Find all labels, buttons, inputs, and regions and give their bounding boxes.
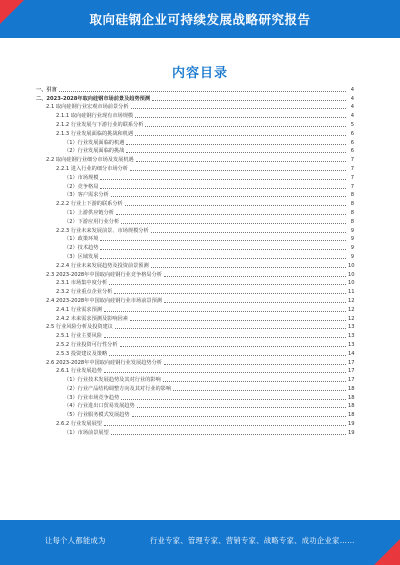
- table-of-contents: [36, 84, 354, 436]
- toc-entry-page-number: 12: [348, 306, 355, 313]
- toc-entry[interactable]: [36, 366, 354, 375]
- toc-leader-dots: [137, 407, 346, 408]
- toc-entry-page-number: 6: [350, 139, 354, 146]
- footer-red-corner-decoration: [374, 539, 400, 565]
- toc-leader-dots: [164, 276, 346, 277]
- toc-entry-page-number: 8: [350, 192, 354, 199]
- toc-entry-page-number: 18: [348, 385, 355, 392]
- toc-entry-page-number: 8: [350, 209, 354, 216]
- toc-entry[interactable]: [36, 322, 354, 331]
- toc-entry-label: 2.3.1 市场集中度分析: [56, 280, 108, 287]
- toc-entry-page-number: 19: [348, 429, 355, 436]
- toc-leader-dots: [100, 179, 346, 180]
- toc-leader-dots: [126, 144, 346, 145]
- toc-entry[interactable]: [36, 146, 354, 155]
- toc-entry-label: 2.6.2 行业发展展望: [56, 421, 102, 428]
- toc-entry-label: 2.1.1 取向硅钢行业现有市场规模: [56, 113, 134, 120]
- toc-entry-page-number: 4: [350, 86, 354, 93]
- toc-leader-dots: [132, 416, 346, 417]
- toc-entry[interactable]: [36, 295, 354, 304]
- toc-leader-dots: [151, 232, 346, 233]
- toc-entry[interactable]: [36, 383, 354, 392]
- toc-leader-dots: [115, 328, 346, 329]
- toc-entry[interactable]: [36, 225, 354, 234]
- toc-entry[interactable]: [36, 93, 354, 102]
- toc-leader-dots: [151, 267, 346, 268]
- toc-entry-label: （1）市场前景展望: [64, 429, 109, 436]
- toc-leader-dots: [126, 152, 346, 153]
- toc-entry[interactable]: [36, 374, 354, 383]
- toc-leader-dots: [145, 126, 346, 127]
- toc-entry[interactable]: [36, 216, 354, 225]
- toc-entry-page-number: 5: [350, 121, 354, 128]
- toc-leader-dots: [109, 284, 346, 285]
- toc-leader-dots: [164, 364, 346, 365]
- toc-entry-label: 2.1.2 行业发展与下游行业的联系分析: [56, 121, 144, 128]
- toc-entry-page-number: 18: [348, 394, 355, 401]
- toc-leader-dots: [100, 188, 346, 189]
- report-title: 取向硅钢企业可持续发展战略研究报告: [89, 12, 311, 27]
- toc-entry-label: 2.4.2 未来需求预测及影响因素: [56, 315, 128, 322]
- toc-entry-label: （2）行业产品结构调整方向及其对行业的影响: [64, 385, 172, 392]
- toc-entry-page-number: 10: [348, 280, 355, 287]
- toc-entry[interactable]: [36, 102, 354, 111]
- toc-leader-dots: [125, 205, 346, 206]
- toc-leader-dots: [135, 117, 346, 118]
- toc-entry[interactable]: [36, 84, 354, 93]
- toc-entry-page-number: 13: [348, 333, 355, 340]
- toc-entry[interactable]: [36, 163, 354, 172]
- toc-leader-dots: [100, 258, 346, 259]
- toc-entry[interactable]: [36, 110, 354, 119]
- toc-entry-label: 2.5.3 投资建议及策略: [56, 350, 108, 357]
- toc-entry-label: 2.4 2023-2028年中国取向硅钢行业市场前景预测: [46, 297, 162, 304]
- toc-entry-page-number: 6: [350, 148, 354, 155]
- toc-entry[interactable]: [36, 401, 354, 410]
- toc-entry-label: 2.5.1 行业主要风险: [56, 333, 102, 340]
- toc-leader-dots: [121, 399, 346, 400]
- toc-leader-dots: [120, 346, 346, 347]
- toc-entry-page-number: 9: [350, 253, 354, 260]
- toc-entry-label: 2.6 2023-2028年中国取向硅钢行业发展趋势分析: [46, 359, 162, 366]
- report-header-bar: [0, 0, 400, 38]
- toc-entry-label: 2.1 取向硅钢行业宏观市场前景分析: [46, 104, 129, 111]
- toc-entry-page-number: 13: [348, 324, 355, 331]
- toc-entry-label: 一、引言: [36, 86, 57, 93]
- toc-entry-label: （4）行业进出口贸易发展趋势: [64, 403, 135, 410]
- toc-leader-dots: [164, 302, 346, 303]
- toc-entry-label: 2.1.3 行业发展面临的挑战和机遇: [56, 130, 134, 137]
- toc-entry-page-number: 9: [350, 227, 354, 234]
- toc-entry-page-number: 10: [348, 262, 355, 269]
- toc-entry-page-number: 8: [350, 218, 354, 225]
- toc-entry[interactable]: [36, 278, 354, 287]
- toc-entry[interactable]: [36, 242, 354, 251]
- toc-leader-dots: [100, 240, 346, 241]
- toc-entry[interactable]: [36, 181, 354, 190]
- toc-entry-label: 2.2.1 进入行业的细分市场分析: [56, 165, 128, 172]
- toc-leader-dots: [152, 100, 346, 101]
- toc-entry-label: 2.3 2023-2028年中国取向硅钢行业竞争格局分析: [46, 271, 162, 278]
- toc-entry-label: （1）上游供应链分析: [64, 209, 114, 216]
- toc-entry[interactable]: [36, 119, 354, 128]
- toc-entry[interactable]: [36, 357, 354, 366]
- toc-entry[interactable]: [36, 409, 354, 418]
- toc-entry[interactable]: [36, 198, 354, 207]
- toc-leader-dots: [116, 214, 346, 215]
- toc-entry-page-number: 8: [350, 201, 354, 208]
- toc-entry[interactable]: [36, 269, 354, 278]
- toc-entry-page-number: 9: [350, 236, 354, 243]
- toc-leader-dots: [59, 91, 346, 92]
- toc-leader-dots: [114, 293, 346, 294]
- toc-leader-dots: [130, 320, 346, 321]
- toc-entry-page-number: 7: [350, 174, 354, 181]
- toc-entry[interactable]: [36, 137, 354, 146]
- toc-leader-dots: [130, 170, 346, 171]
- toc-entry-label: （2）行业发展面临的挑战: [64, 148, 125, 155]
- toc-entry[interactable]: [36, 251, 354, 260]
- toc-entry-page-number: 7: [350, 165, 354, 172]
- toc-entry-label: （1）市场规模: [64, 174, 99, 181]
- toc-entry-label: 2.5 行业风险分析及投资建议: [46, 324, 113, 331]
- toc-entry-label: 2.5.2 行业投资可行性分析: [56, 341, 118, 348]
- toc-entry[interactable]: [36, 339, 354, 348]
- toc-entry-page-number: 7: [350, 183, 354, 190]
- toc-entry-page-number: 9: [350, 245, 354, 252]
- toc-leader-dots: [121, 223, 346, 224]
- footer-roles: 行业专家、管理专家、营销专家、战略专家、成功企业家……: [150, 536, 355, 545]
- toc-entry-page-number: 6: [350, 130, 354, 137]
- toc-entry-label: （2）下游应用行业分析: [64, 218, 120, 225]
- toc-entry[interactable]: [36, 304, 354, 313]
- toc-leader-dots: [104, 425, 346, 426]
- toc-leader-dots: [104, 372, 346, 373]
- toc-entry-page-number: 17: [348, 368, 355, 375]
- toc-entry-label: 2.6.1 行业发展趋势: [56, 368, 102, 375]
- toc-entry-label: 2.2 取向硅钢行业细分市场及发展机遇: [46, 157, 134, 164]
- toc-entry-page-number: 17: [348, 377, 355, 384]
- toc-leader-dots: [173, 390, 346, 391]
- toc-leader-dots: [100, 249, 346, 250]
- toc-entry-page-number: 4: [350, 95, 354, 102]
- toc-entry-page-number: 12: [348, 315, 355, 322]
- toc-entry-label: （3）区域发展: [64, 253, 99, 260]
- toc-entry[interactable]: [36, 207, 354, 216]
- toc-entry-label: （2）技术趋势: [64, 245, 99, 252]
- toc-entry[interactable]: [36, 418, 354, 427]
- toc-entry-page-number: 4: [350, 104, 354, 111]
- toc-entry-label: 二、2023-2028年取向硅钢市场前景及趋势预测: [36, 95, 151, 102]
- toc-entry[interactable]: [36, 260, 354, 269]
- toc-entry-page-number: 7: [350, 157, 354, 164]
- footer-slogan: 让每个人都能成为: [45, 536, 106, 545]
- toc-entry-label: 2.2.4 行业未来发展趋势及投资前景预测: [56, 262, 149, 269]
- toc-entry[interactable]: [36, 172, 354, 181]
- toc-entry-page-number: 19: [348, 421, 355, 428]
- toc-entry-label: （1）行业发展面临的机遇: [64, 139, 125, 146]
- toc-entry[interactable]: [36, 392, 354, 401]
- toc-entry-page-number: 12: [348, 297, 355, 304]
- toc-entry-page-number: 18: [348, 412, 355, 419]
- toc-entry[interactable]: [36, 234, 354, 243]
- toc-entry[interactable]: [36, 190, 354, 199]
- toc-entry-label: 2.4.1 行业需求预测: [56, 306, 102, 313]
- toc-leader-dots: [111, 434, 346, 435]
- toc-leader-dots: [136, 161, 346, 162]
- toc-entry-label: （1）政策环境: [64, 236, 99, 243]
- toc-entry[interactable]: [36, 348, 354, 357]
- toc-entry-label: （3）客户需求分析: [64, 192, 109, 199]
- toc-entry-page-number: 14: [348, 350, 355, 357]
- toc-entry-label: （5）行业服务模式发展趋势: [64, 412, 130, 419]
- toc-entry[interactable]: [36, 286, 354, 295]
- toc-entry-page-number: 4: [350, 113, 354, 120]
- toc-leader-dots: [131, 108, 346, 109]
- toc-heading: 内容目录: [171, 66, 228, 81]
- toc-leader-dots: [163, 381, 346, 382]
- toc-entry-page-number: 10: [348, 271, 355, 278]
- toc-entry-label: 2.3.2 行业重点企业分析: [56, 289, 113, 296]
- toc-leader-dots: [109, 355, 346, 356]
- toc-entry[interactable]: [36, 330, 354, 339]
- toc-entry-label: （3）行业市场竞争趋势: [64, 394, 120, 401]
- toc-entry-page-number: 18: [348, 403, 355, 410]
- footer-bar: [0, 520, 400, 565]
- toc-entry[interactable]: [36, 154, 354, 163]
- toc-leader-dots: [111, 196, 346, 197]
- toc-leader-dots: [104, 311, 346, 312]
- toc-entry-label: 2.2.3 行业未来发展前景、市场规模分析: [56, 227, 149, 234]
- toc-leader-dots: [104, 337, 346, 338]
- toc-entry[interactable]: [36, 128, 354, 137]
- toc-entry[interactable]: [36, 427, 354, 436]
- toc-entry-page-number: 13: [348, 341, 355, 348]
- toc-entry-page-number: 17: [348, 359, 355, 366]
- toc-leader-dots: [135, 135, 346, 136]
- toc-entry-label: 2.2.2 行业上下游的联系分析: [56, 201, 123, 208]
- toc-entry[interactable]: [36, 313, 354, 322]
- toc-entry-label: （1）行业技术发展趋势及其对行业的影响: [64, 377, 161, 384]
- toc-entry-label: （2）竞争格局: [64, 183, 99, 190]
- toc-entry-page-number: 11: [348, 289, 355, 296]
